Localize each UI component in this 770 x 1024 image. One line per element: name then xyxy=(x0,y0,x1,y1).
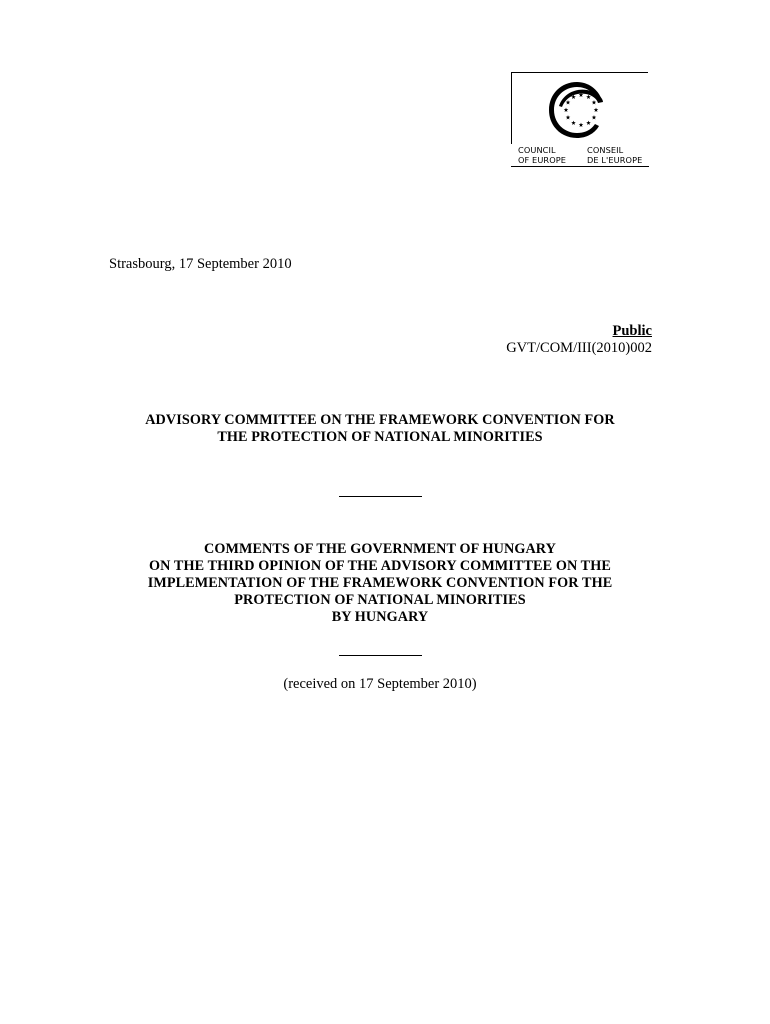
received-note: (received on 17 September 2010) xyxy=(283,676,477,692)
comments-title-line1: COMMENTS OF THE GOVERNMENT OF HUNGARY xyxy=(204,541,556,557)
comments-title-line4: PROTECTION OF NATIONAL MINORITIES xyxy=(234,592,526,608)
classification-label: Public xyxy=(612,323,652,339)
logo-name-french xyxy=(587,146,642,165)
separator-rule-bottom xyxy=(339,655,422,656)
comments-title-line2: ON THE THIRD OPINION OF THE ADVISORY COMMITTEE ON THE xyxy=(149,558,611,574)
emblem-star xyxy=(592,115,597,119)
emblem-star xyxy=(586,121,591,125)
separator-rule-top xyxy=(339,496,422,497)
emblem-star xyxy=(566,115,571,119)
logo-name-english xyxy=(518,146,566,165)
committee-title-line1: ADVISORY COMMITTEE ON THE FRAMEWORK CONVENTION FOR xyxy=(145,412,615,428)
committee-title-line2: THE PROTECTION OF NATIONAL MINORITIES xyxy=(217,429,543,445)
comments-title xyxy=(100,541,660,626)
logo-name-english-line1: COUNCIL xyxy=(518,145,556,155)
emblem-star xyxy=(566,100,571,104)
logo-name-french-line2: DE L'EUROPE xyxy=(587,154,643,165)
council-of-europe-logo xyxy=(511,72,649,168)
emblem-star xyxy=(579,123,584,127)
document-reference: GVT/COM/III(2010)002 xyxy=(506,340,652,356)
comments-title-line3: IMPLEMENTATION OF THE FRAMEWORK CONVENTION FOR THE xyxy=(147,575,613,591)
council-of-europe-emblem-icon xyxy=(541,76,611,142)
place-and-date: Strasbourg, 17 September 2010 xyxy=(109,256,292,272)
emblem-star xyxy=(564,108,569,112)
emblem-star xyxy=(592,100,597,104)
logo-name-english-line2: OF EUROPE xyxy=(518,154,567,165)
comments-title-line5: BY HUNGARY xyxy=(331,609,429,625)
logo-name-french-line1: CONSEIL xyxy=(587,145,624,155)
emblem-star xyxy=(594,108,599,112)
emblem-star xyxy=(571,121,576,125)
committee-title xyxy=(100,412,660,446)
emblem-star xyxy=(586,95,591,99)
logo-underline xyxy=(511,166,649,167)
